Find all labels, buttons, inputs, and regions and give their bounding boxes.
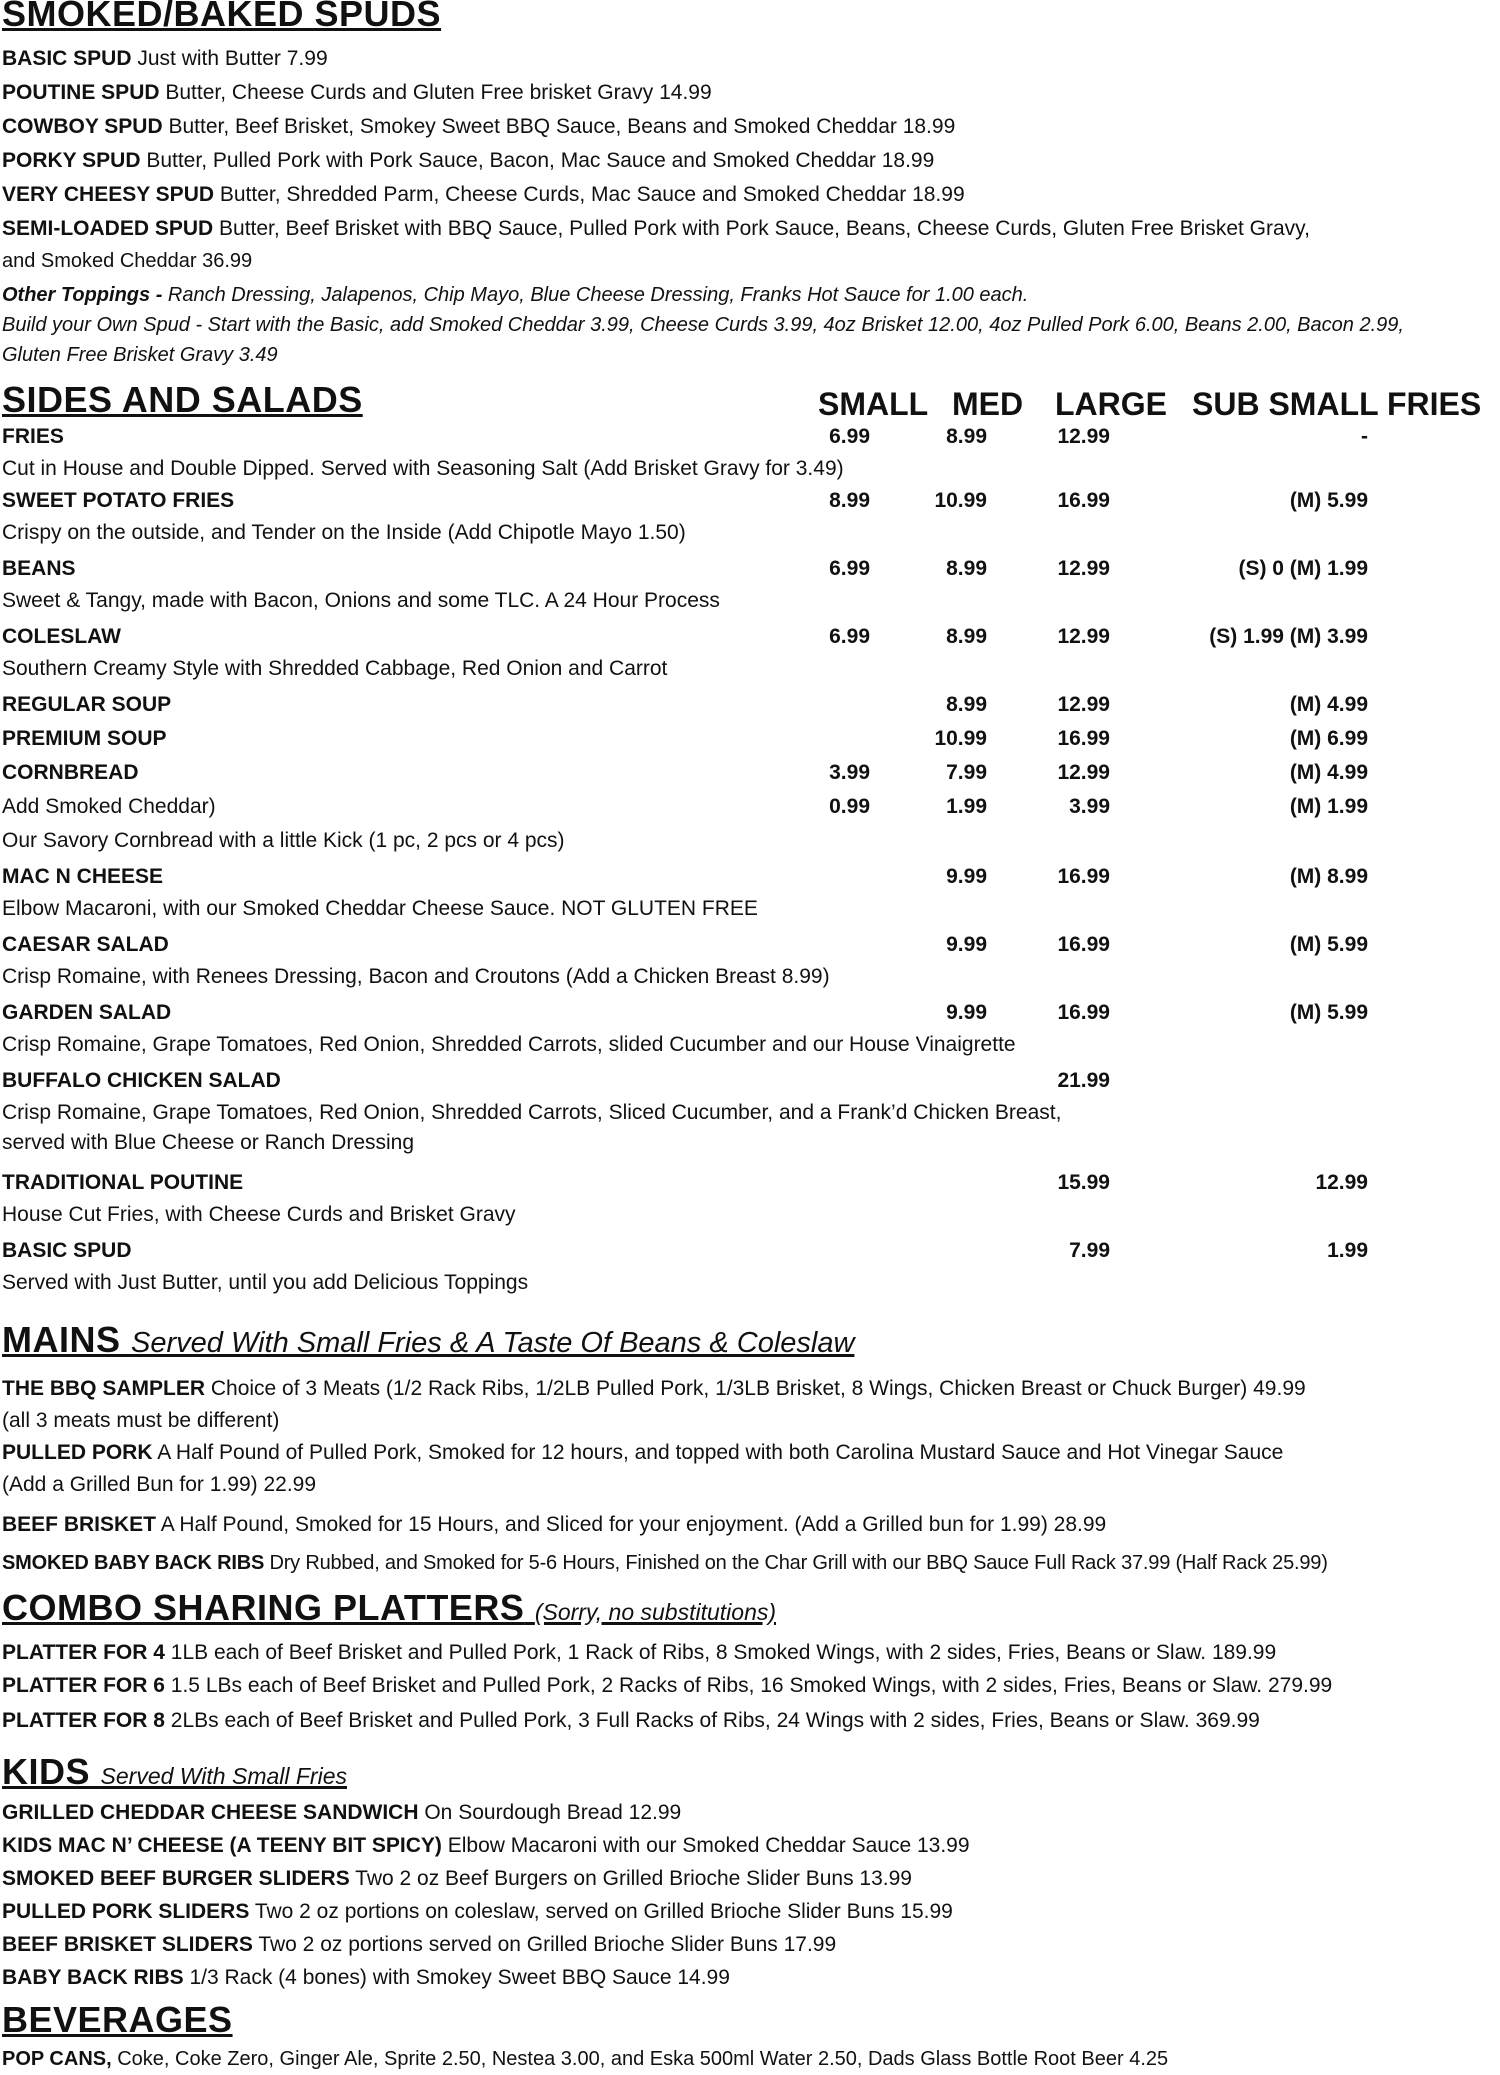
combo-title: COMBO SHARING PLATTERS — [2, 1587, 525, 1628]
spud-desc: Butter, Shredded Parm, Cheese Curds, Mac Sauce and Smoked Cheddar 18.99 — [214, 183, 965, 206]
kids-subtitle: Served With Small Fries — [100, 1763, 347, 1789]
main-name: THE BBQ SAMPLER — [2, 1377, 206, 1400]
spud-name: COWBOY SPUD — [2, 115, 163, 138]
side-item-desc: Cut in House and Double Dipped. Served with Seasoning Salt (Add Brisket Gravy for 3.49) — [2, 457, 844, 480]
side-price-med: 9.99 — [946, 933, 987, 956]
main-desc-cont: (Add a Grilled Bun for 1.99) 22.99 — [2, 1473, 317, 1496]
side-item-name: FRIES — [2, 425, 64, 448]
kids-item-desc: 1/3 Rack (4 bones) with Smokey Sweet BBQ Sauce 14.99 — [183, 1966, 730, 1989]
side-price-med: 10.99 — [934, 489, 987, 512]
kids-item-desc: Two 2 oz Beef Burgers on Grilled Brioche Slider Buns 13.99 — [349, 1867, 912, 1890]
main-name: SMOKED BABY BACK RIBS — [2, 1552, 265, 1574]
kids-item — [2, 1800, 681, 1826]
main-desc-cont: (all 3 meats must be different) — [2, 1409, 280, 1432]
combo-subtitle: (Sorry, no substitutions) — [534, 1599, 777, 1625]
spud-item — [2, 80, 712, 106]
side-price-large: 12.99 — [1057, 761, 1110, 784]
kids-item-desc: On Sourdough Bread 12.99 — [418, 1801, 682, 1824]
platter-item — [2, 1673, 1332, 1699]
spud-item — [2, 114, 955, 140]
spud-item — [2, 182, 965, 208]
other-toppings-label: Other Toppings - — [2, 284, 163, 306]
side-price-sub: (M) 5.99 — [1289, 489, 1368, 512]
col-header-med: MED — [952, 386, 1024, 422]
side-price-large: 16.99 — [1057, 489, 1110, 512]
spud-desc-cont: and Smoked Cheddar 36.99 — [2, 250, 253, 272]
kids-title: KIDS — [2, 1751, 91, 1792]
kids-item-name: KIDS MAC N’ CHEESE (A TEENY BIT SPICY) — [2, 1834, 442, 1857]
side-price-large: 21.99 — [1057, 1069, 1110, 1092]
mains-heading — [2, 1320, 854, 1363]
main-desc: A Half Pound, Smoked for 15 Hours, and Sliced for your enjoyment. (Add a Grilled bun for 1.99) 28.99 — [156, 1513, 1107, 1536]
beverages-heading: BEVERAGES — [2, 1999, 233, 2040]
other-toppings-text: Ranch Dressing, Jalapenos, Chip Mayo, Blue Cheese Dressing, Franks Hot Sauce for 1.00 each. — [162, 284, 1029, 306]
side-price-sub: (M) 8.99 — [1289, 865, 1368, 888]
spud-name: SEMI-LOADED SPUD — [2, 217, 214, 240]
col-header-sub-small-fries: SUB SMALL FRIES — [1192, 386, 1482, 422]
side-item-desc: Crispy on the outside, and Tender on the Inside (Add Chipotle Mayo 1.50) — [2, 521, 686, 544]
side-price-med: 8.99 — [946, 625, 987, 648]
side-price-sub: (M) 1.99 — [1289, 795, 1368, 818]
build-your-own-line: Gluten Free Brisket Gravy 3.49 — [2, 344, 278, 366]
side-item-desc: Southern Creamy Style with Shredded Cabbage, Red Onion and Carrot — [2, 657, 668, 680]
side-price-sub: - — [1361, 425, 1368, 448]
side-price-sub: 1.99 — [1327, 1239, 1368, 1262]
main-item — [2, 1440, 1283, 1466]
side-item-name: SWEET POTATO FRIES — [2, 489, 235, 512]
side-price-small: 6.99 — [829, 625, 870, 648]
kids-item — [2, 1833, 970, 1859]
side-price-large: 3.99 — [1069, 795, 1110, 818]
side-item-name: BUFFALO CHICKEN SALAD — [2, 1069, 281, 1092]
spud-desc: Butter, Cheese Curds and Gluten Free brisket Gravy 14.99 — [159, 81, 712, 104]
sides-heading: SIDES AND SALADS — [2, 379, 363, 420]
side-price-large: 12.99 — [1057, 625, 1110, 648]
side-price-small: 6.99 — [829, 557, 870, 580]
side-item-name: CAESAR SALAD — [2, 933, 169, 956]
spud-name: BASIC SPUD — [2, 47, 132, 70]
side-item-name: BEANS — [2, 557, 76, 580]
main-desc: Dry Rubbed, and Smoked for 5-6 Hours, Finished on the Char Grill with our BBQ Sauce Full Rack 37.99 (Half Rack 25.99) — [264, 1552, 1328, 1574]
platter-desc: 1LB each of Beef Brisket and Pulled Pork, 1 Rack of Ribs, 8 Smoked Wings, with 2 sides, Fries, Beans or Slaw. 189.99 — [164, 1641, 1277, 1664]
spud-desc: Butter, Beef Brisket, Smokey Sweet BBQ Sauce, Beans and Smoked Cheddar 18.99 — [162, 115, 956, 138]
spud-item — [2, 46, 328, 72]
spud-desc: Just with Butter 7.99 — [131, 47, 328, 70]
spud-desc: Butter, Beef Brisket with BBQ Sauce, Pulled Pork with Pork Sauce, Beans, Cheese Curds, Gluten Free Brisket Gravy, — [213, 217, 1310, 240]
mains-subtitle: Served With Small Fries & A Taste Of Beans & Coleslaw — [131, 1327, 855, 1359]
side-item-name: GARDEN SALAD — [2, 1001, 172, 1024]
platter-item — [2, 1708, 1260, 1734]
side-price-sub: (M) 6.99 — [1289, 727, 1368, 750]
kids-heading — [2, 1752, 347, 1796]
main-item — [2, 1512, 1106, 1538]
spud-name: VERY CHEESY SPUD — [2, 183, 215, 206]
side-item-desc: Sweet & Tangy, made with Bacon, Onions and some TLC. A 24 Hour Process — [2, 589, 720, 612]
beverage-item — [2, 2046, 1168, 2072]
side-price-large: 12.99 — [1057, 557, 1110, 580]
kids-item-desc: Elbow Macaroni with our Smoked Cheddar Sauce 13.99 — [441, 1834, 970, 1857]
side-price-med: 9.99 — [946, 1001, 987, 1024]
kids-item-name: SMOKED BEEF BURGER SLIDERS — [2, 1867, 350, 1890]
side-price-small: 0.99 — [829, 795, 870, 818]
platter-desc: 1.5 LBs each of Beef Brisket and Pulled Pork, 2 Racks of Ribs, 16 Smoked Wings, with 2 sides, Fries, Beans or Slaw. 279.99 — [164, 1674, 1333, 1697]
side-price-med: 8.99 — [946, 557, 987, 580]
main-name: BEEF BRISKET — [2, 1513, 157, 1536]
side-item-name: COLESLAW — [2, 625, 121, 648]
side-price-med: 8.99 — [946, 693, 987, 716]
kids-item — [2, 1899, 953, 1925]
side-item-desc: House Cut Fries, with Cheese Curds and Brisket Gravy — [2, 1203, 516, 1226]
side-price-sub: (M) 4.99 — [1289, 693, 1368, 716]
side-price-med: 8.99 — [946, 425, 987, 448]
side-price-large: 16.99 — [1057, 727, 1110, 750]
platter-item — [2, 1640, 1276, 1666]
side-item-name: MAC N CHEESE — [2, 865, 164, 888]
spud-item — [2, 148, 934, 174]
main-name: PULLED PORK — [2, 1441, 153, 1464]
side-item-desc: Our Savory Cornbread with a little Kick (1 pc, 2 pcs or 4 pcs) — [2, 829, 565, 852]
side-price-sub: (S) 0 (M) 1.99 — [1238, 557, 1368, 580]
kids-item — [2, 1866, 912, 1892]
side-price-sub: (M) 5.99 — [1289, 933, 1368, 956]
kids-item-desc: Two 2 oz portions on coleslaw, served on Grilled Brioche Slider Buns 15.99 — [249, 1900, 953, 1923]
side-price-sub: (M) 5.99 — [1289, 1001, 1368, 1024]
main-item — [2, 1376, 1306, 1402]
kids-item-name: BABY BACK RIBS — [2, 1966, 184, 1989]
kids-item-name: GRILLED CHEDDAR CHEESE SANDWICH — [2, 1801, 419, 1824]
side-price-sub: (S) 1.99 (M) 3.99 — [1209, 625, 1368, 648]
kids-item — [2, 1965, 730, 1991]
beverage-name: POP CANS, — [2, 2048, 112, 2070]
main-desc: Choice of 3 Meats (1/2 Rack Ribs, 1/2LB Pulled Pork, 1/3LB Brisket, 8 Wings, Chicken Breast or Chuck Burger) 49.99 — [205, 1377, 1306, 1400]
side-item-desc: Crisp Romaine, Grape Tomatoes, Red Onion, Shredded Carrots, Sliced Cucumber, and a Frank’d Chicken Breast, — [2, 1101, 1062, 1124]
kids-item-name: BEEF BRISKET SLIDERS — [2, 1933, 253, 1956]
main-desc: A Half Pound of Pulled Pork, Smoked for 12 hours, and topped with both Carolina Mustard Sauce and Hot Vinegar Sauce — [152, 1441, 1284, 1464]
side-price-large: 12.99 — [1057, 693, 1110, 716]
side-price-small: 6.99 — [829, 425, 870, 448]
combo-heading — [2, 1588, 776, 1632]
side-price-large: 16.99 — [1057, 865, 1110, 888]
side-price-sub: (M) 4.99 — [1289, 761, 1368, 784]
side-item-desc: Crisp Romaine, Grape Tomatoes, Red Onion, Shredded Carrots, slided Cucumber and our House Vinaigrette — [2, 1033, 1016, 1056]
side-price-med: 10.99 — [934, 727, 987, 750]
beverage-desc: Coke, Coke Zero, Ginger Ale, Sprite 2.50, Nestea 3.00, and Eska 500ml Water 2.50, Dads Glass Bottle Root Beer 4.25 — [111, 2048, 1169, 2070]
col-header-large: LARGE — [1055, 386, 1167, 422]
spuds-heading: SMOKED/BAKED SPUDS — [2, 0, 442, 34]
platter-desc: 2LBs each of Beef Brisket and Pulled Pork, 3 Full Racks of Ribs, 24 Wings with 2 sides, Fries, Beans or Slaw. 369.99 — [164, 1709, 1260, 1732]
mains-title: MAINS — [2, 1319, 121, 1360]
side-item-name: CORNBREAD — [2, 761, 139, 784]
side-item-desc: Served with Just Butter, until you add Delicious Toppings — [2, 1271, 529, 1294]
side-price-small: 8.99 — [829, 489, 870, 512]
side-price-med: 1.99 — [946, 795, 987, 818]
kids-item-name: PULLED PORK SLIDERS — [2, 1900, 250, 1923]
side-price-sub: 12.99 — [1315, 1171, 1368, 1194]
platter-name: PLATTER FOR 6 — [2, 1674, 165, 1697]
main-item — [2, 1550, 1328, 1576]
side-item-desc: served with Blue Cheese or Ranch Dressing — [2, 1131, 415, 1154]
side-price-large: 15.99 — [1057, 1171, 1110, 1194]
side-price-med: 9.99 — [946, 865, 987, 888]
kids-item — [2, 1932, 836, 1958]
platter-name: PLATTER FOR 4 — [2, 1641, 165, 1664]
col-header-small: SMALL — [818, 386, 929, 422]
build-your-own-line: Build your Own Spud - Start with the Basic, add Smoked Cheddar 3.99, Cheese Curds 3.99, 4oz Brisket 12.00, 4oz Pulled Pork 6.00, Beans 2.00, Bacon 2.99, — [2, 314, 1404, 336]
side-price-large: 16.99 — [1057, 933, 1110, 956]
side-price-small: 3.99 — [829, 761, 870, 784]
spud-name: PORKY SPUD — [2, 149, 141, 172]
side-item-name: Add Smoked Cheddar) — [2, 795, 216, 818]
other-toppings — [2, 282, 1028, 308]
side-item-name: REGULAR SOUP — [2, 693, 172, 716]
side-price-med: 7.99 — [946, 761, 987, 784]
spud-item — [2, 216, 1310, 242]
spud-name: POUTINE SPUD — [2, 81, 160, 104]
side-item-name: TRADITIONAL POUTINE — [2, 1171, 244, 1194]
side-price-large: 16.99 — [1057, 1001, 1110, 1024]
side-item-desc: Crisp Romaine, with Renees Dressing, Bacon and Croutons (Add a Chicken Breast 8.99) — [2, 965, 830, 988]
side-item-name: PREMIUM SOUP — [2, 727, 167, 750]
kids-item-desc: Two 2 oz portions served on Grilled Brioche Slider Buns 17.99 — [252, 1933, 837, 1956]
side-item-desc: Elbow Macaroni, with our Smoked Cheddar Cheese Sauce. NOT GLUTEN FREE — [2, 897, 758, 920]
platter-name: PLATTER FOR 8 — [2, 1709, 165, 1732]
side-item-name: BASIC SPUD — [2, 1239, 132, 1262]
side-price-large: 7.99 — [1069, 1239, 1110, 1262]
spud-desc: Butter, Pulled Pork with Pork Sauce, Bacon, Mac Sauce and Smoked Cheddar 18.99 — [140, 149, 935, 172]
side-price-large: 12.99 — [1057, 425, 1110, 448]
